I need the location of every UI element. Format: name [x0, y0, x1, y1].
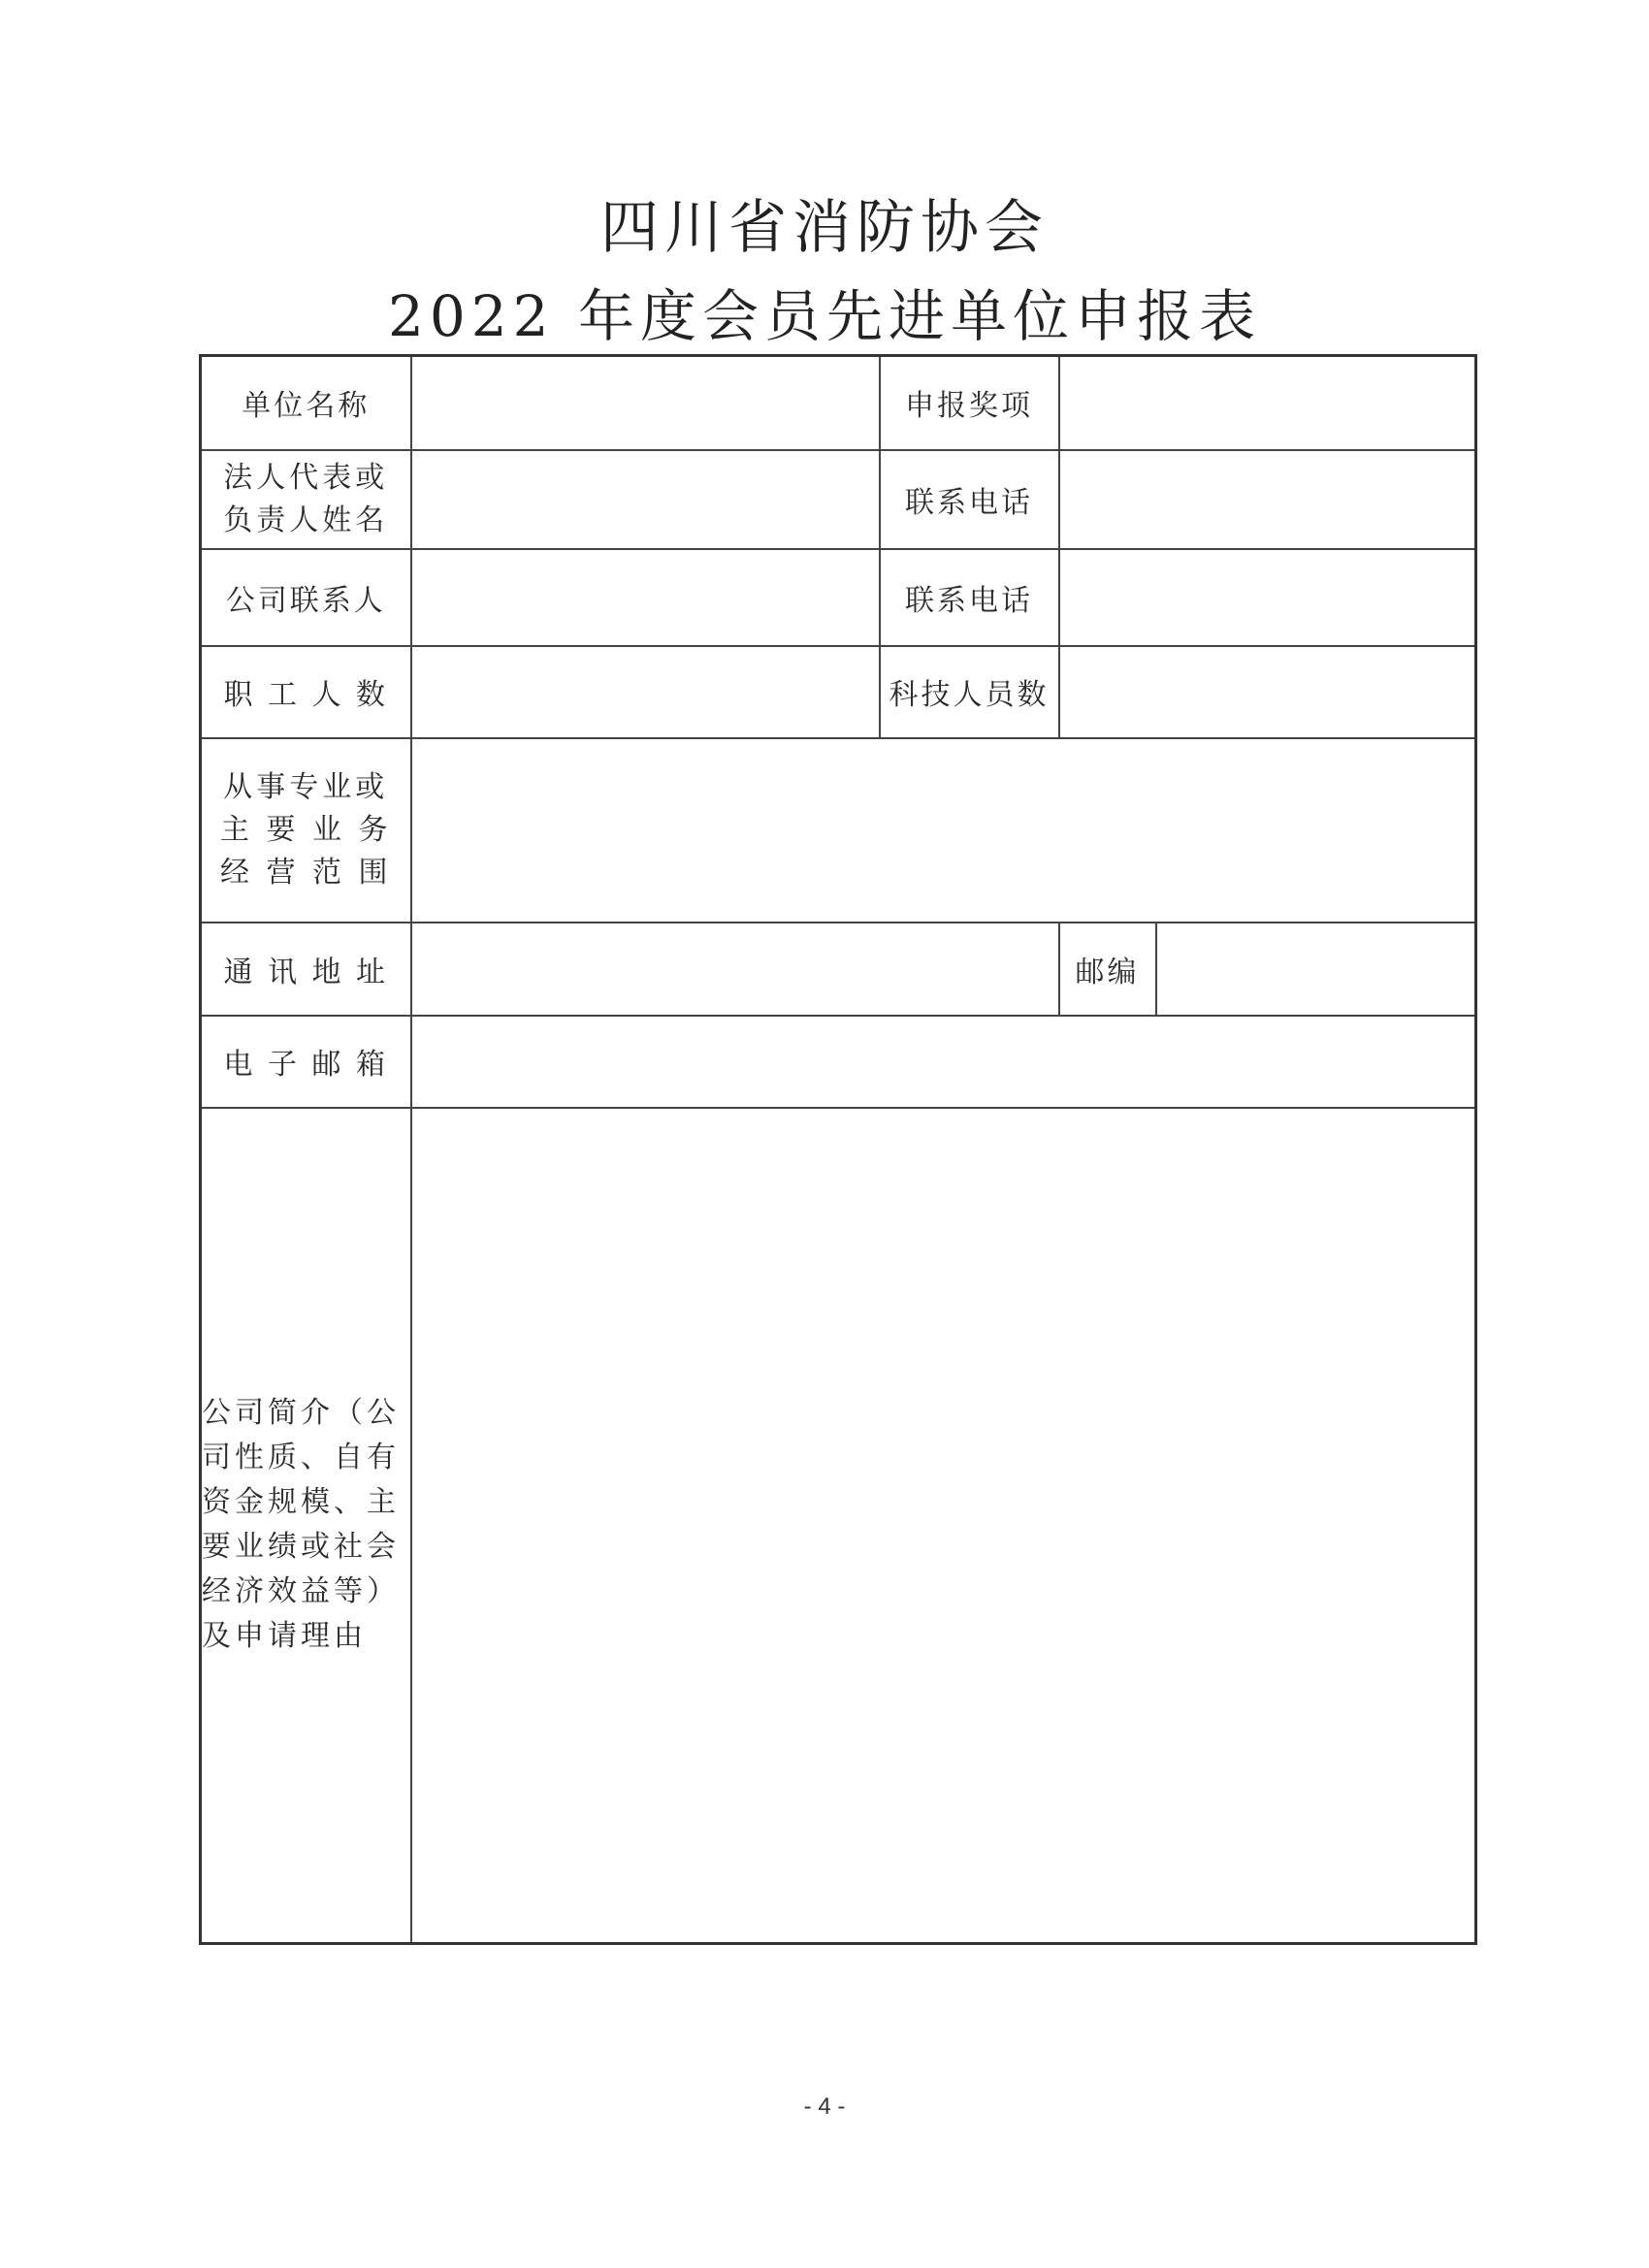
- staff-count-label: 职 工 人 数: [201, 646, 411, 738]
- postcode-label: 邮编: [1059, 923, 1156, 1016]
- email-field[interactable]: [411, 1016, 1476, 1108]
- form-row-staff: [201, 646, 1476, 738]
- application-form-table: [199, 354, 1477, 1945]
- postcode-field[interactable]: [1156, 923, 1476, 1016]
- form-row-unit-name: [201, 356, 1476, 450]
- email-label: 电 子 邮 箱: [201, 1016, 411, 1108]
- document-subtitle: 2022 年度会员先进单位申报表: [387, 283, 1262, 349]
- staff-count-field[interactable]: [411, 646, 880, 738]
- legal-rep-label-line1: 法人代表或: [223, 460, 389, 495]
- legal-rep-label-line2: 负责人姓名: [223, 502, 389, 537]
- document-title: 四川省消防协会: [600, 194, 1049, 262]
- unit-name-field[interactable]: [411, 356, 880, 450]
- legal-rep-label: [201, 450, 411, 549]
- phone-field-2[interactable]: [1059, 549, 1476, 646]
- address-label: 通 讯 地 址: [201, 923, 411, 1016]
- contact-field[interactable]: [411, 549, 880, 646]
- form-row-business: [201, 738, 1476, 923]
- form-row-intro: [201, 1108, 1476, 1944]
- form-row-email: [201, 1016, 1476, 1108]
- phone-field-1[interactable]: [1059, 450, 1476, 549]
- business-scope-label-line2: 主 要 业 务: [219, 812, 392, 847]
- unit-name-label: 单位名称: [201, 356, 411, 450]
- business-scope-label: [201, 738, 411, 923]
- business-scope-label-line3: 经 营 范 围: [219, 855, 392, 890]
- form-row-address: [201, 923, 1476, 1016]
- business-scope-field[interactable]: [411, 738, 1476, 923]
- form-row-contact: [201, 549, 1476, 646]
- company-intro-field[interactable]: [411, 1108, 1476, 1944]
- phone-label-1: 联系电话: [880, 450, 1059, 549]
- phone-label-2: 联系电话: [880, 549, 1059, 646]
- contact-label: 公司联系人: [201, 549, 411, 646]
- page-number: - 4 -: [803, 2093, 846, 2120]
- business-scope-label-line1: 从事专业或: [223, 769, 389, 804]
- legal-rep-field[interactable]: [411, 450, 880, 549]
- tech-staff-label: 科技人员数: [880, 646, 1059, 738]
- address-field[interactable]: [411, 923, 1059, 1016]
- company-intro-label: 公司简介（公司性质、自有资金规模、主要业绩或社会经济效益等）及申请理由: [201, 1108, 411, 1944]
- award-label: 申报奖项: [880, 356, 1059, 450]
- award-field[interactable]: [1059, 356, 1476, 450]
- form-row-legal-rep: [201, 450, 1476, 549]
- tech-staff-field[interactable]: [1059, 646, 1476, 738]
